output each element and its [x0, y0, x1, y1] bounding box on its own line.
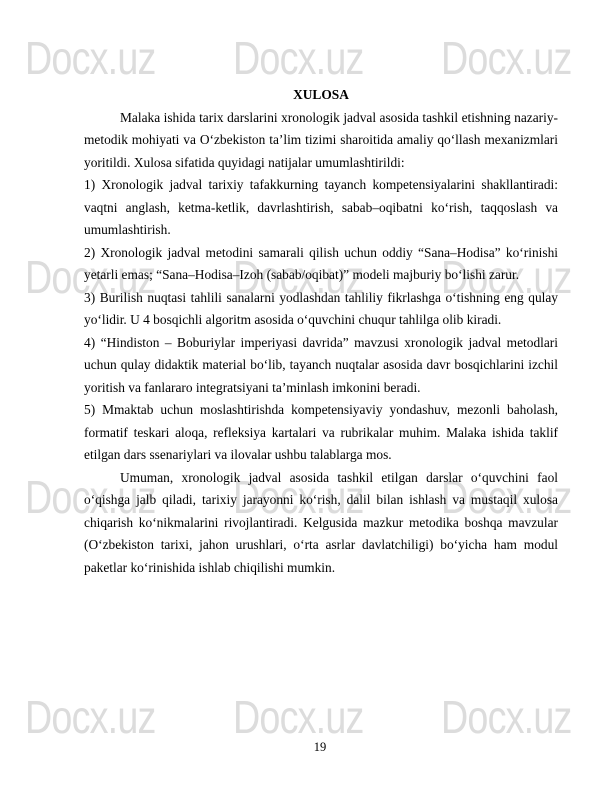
watermark-row	[0, 32, 612, 84]
watermark-text: Docx.uz	[25, 251, 156, 303]
watermark-text: Docx.uz	[441, 471, 572, 523]
watermark-row	[0, 691, 612, 743]
paragraph-summary: Umuman, xronologik jadval asosida tashkil etilgan darslar o‘quvchini faol o‘qishga jalb qiladi, tarixiy jarayonni ko‘rish, dalil bilan ishlash va mustaqil xulosa chiqarish ko‘nikmalarini rivojlantiradi. Kelgusida mazkur metodika boshqa mavzular (O‘zbekiston tarixi, jahon urushlari, o‘rta asrlar davlatchiligi) bo‘yicha ham modul paketlar ko‘rinishida ishlab chiqilishi mumkin.	[84, 469, 558, 575]
watermark-text: Docx.uz	[441, 691, 572, 743]
list-item-2: 2) Xronologik jadval metodini samarali qilish uchun oddiy “Sana–Hodisa” ko‘rinishi yetarli emas; “Sana–Hodisa–Izoh (sabab/oqibat)” modeli majburiy bo‘lishi zarur.	[84, 244, 558, 282]
watermark-text: Docx.uz	[233, 471, 364, 523]
watermark-text: Docx.uz	[233, 691, 364, 743]
watermark-text: Docx.uz	[233, 251, 364, 303]
watermark-text: Docx.uz	[441, 32, 572, 84]
watermark-text: Docx.uz	[25, 32, 156, 84]
page-title: XULOSA	[293, 87, 349, 102]
page-number: 19	[313, 740, 327, 754]
list-item-3: 3) Burilish nuqtasi tahlili sanalarni yodlashdan tahliliy fikrlashga o‘tishning eng qulay yo‘lidir. U 4 bosqichli algoritm asosida o‘quvchini chuqur tahlilga olib kiradi.	[84, 289, 558, 327]
document-body	[84, 84, 558, 579]
watermark-text: Docx.uz	[441, 251, 572, 303]
watermark-text: Docx.uz	[25, 691, 156, 743]
watermark-text: Docx.uz	[25, 471, 156, 523]
list-item-4: 4) “Hindiston – Boburiylar imperiyasi davrida” mavzusi xronologik jadval metodlari uchun qulay didaktik material bo‘lib, tayanch nuqtalar asosida davr bosqichlarini izchil yoritish va fanlararo integratsiyani ta’minlash imkonini beradi.	[84, 334, 558, 395]
list-item-1: 1) Xronologik jadval tarixiy tafakkurning tayanch kompetensiyalarini shakllantiradi: vaqtni anglash, ketma-ketlik, davrlashtirish, sabab–oqibatni ko‘rish, taqqoslash va umumlashtirish.	[84, 177, 558, 237]
paragraph-intro: Malaka ishida tarix darslarini xronologik jadval asosida tashkil etishning nazariy-metodik mohiyati va O‘zbekiston ta’lim tizimi sharoitida amaliy qo‘llash mexanizmlari yoritildi. Xulosa sifatida quyidagi natijalar umumlashtirildi:	[84, 109, 558, 170]
watermark-text: Docx.uz	[233, 32, 364, 84]
list-item-5: 5) Mmaktab uchun moslashtirishda kompetensiyaviy yondashuv, mezonli baholash, formatif teskari aloqa, refleksiya kartalari va rubrikalar muhim. Malaka ishida taklif etilgan dars ssenariylari va ilovalar ushbu talablarga mos.	[84, 402, 558, 462]
